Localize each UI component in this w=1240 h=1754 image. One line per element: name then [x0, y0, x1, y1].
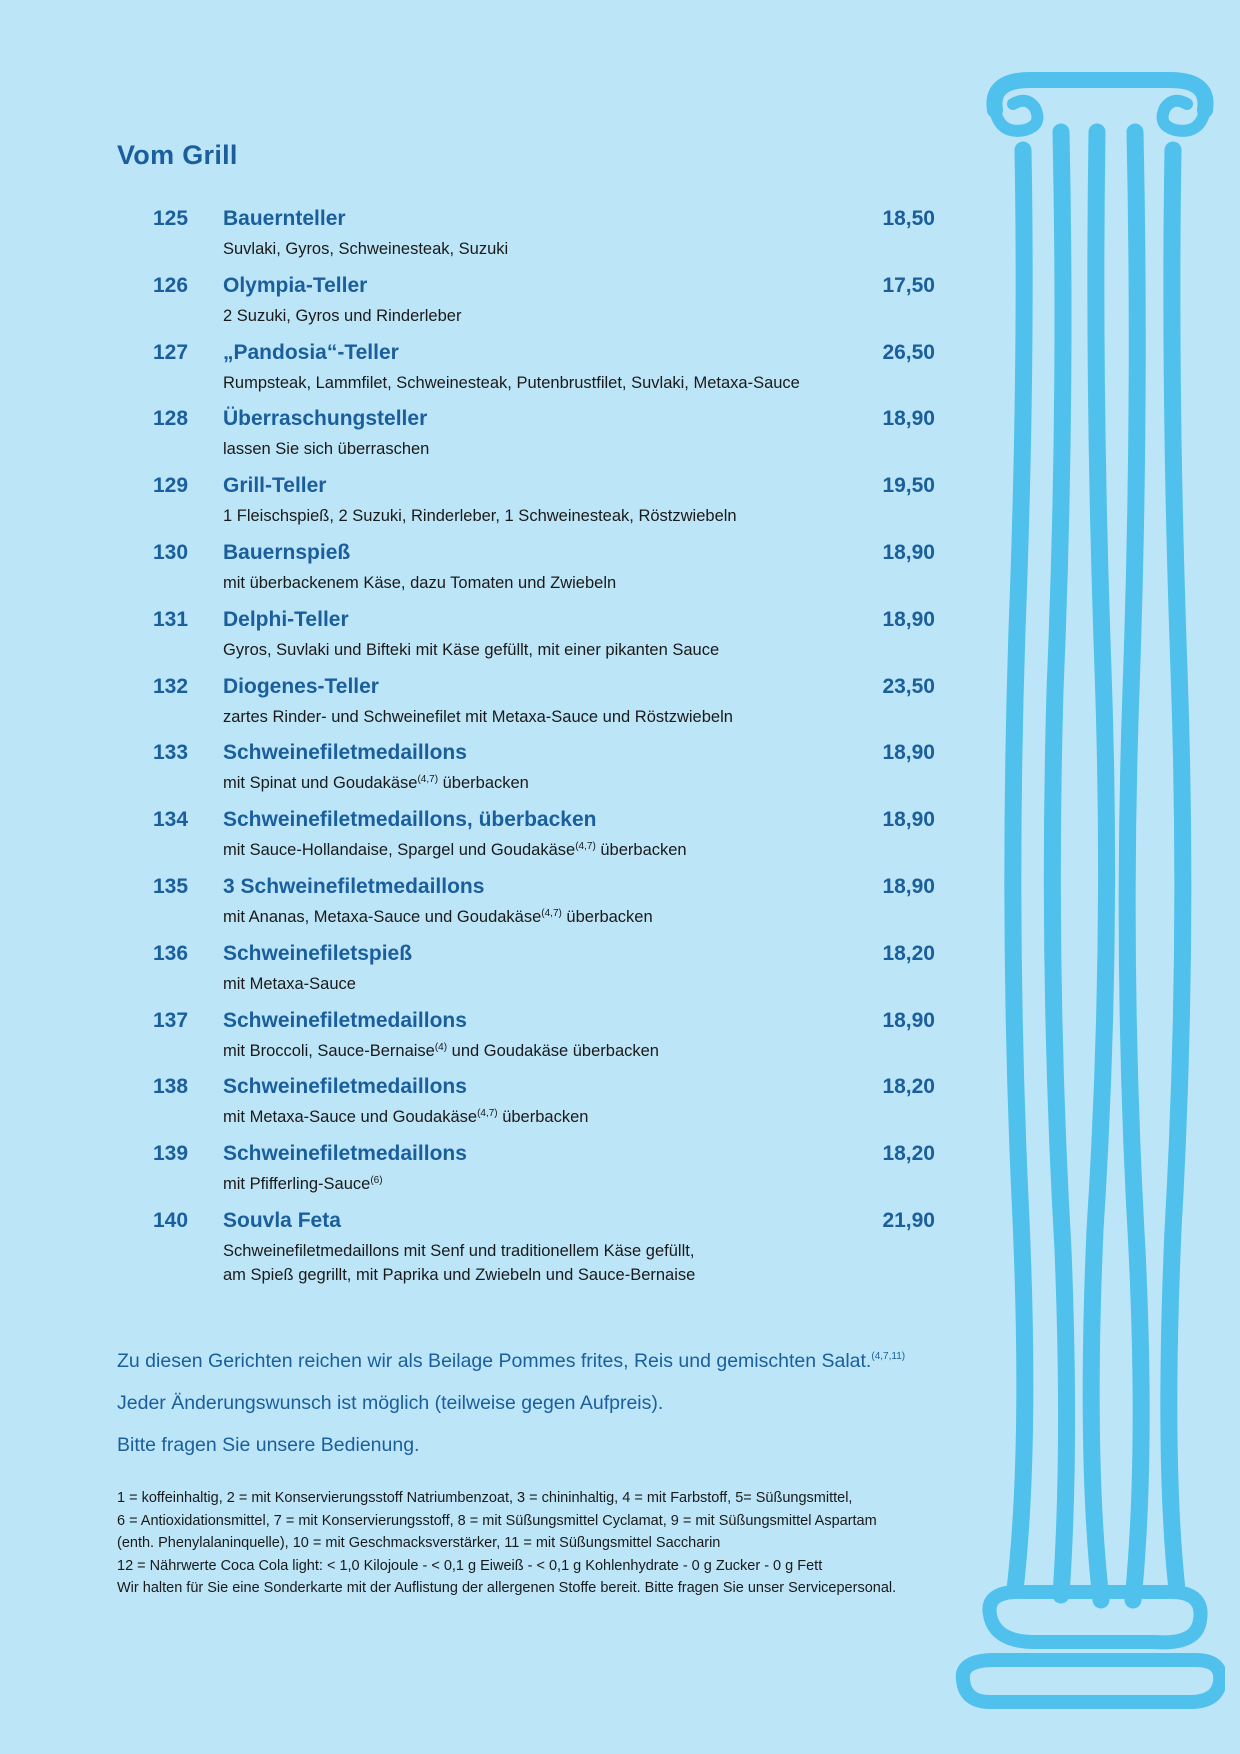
menu-item-name: Schweinefiletmedaillons, überbacken: [223, 808, 597, 832]
description-text: Rumpsteak, Lammfilet, Schweinesteak, Putenbrustfilet, Suvlaki, Metaxa-Sauce: [223, 373, 800, 392]
allergen-superscript: (4,7): [541, 907, 562, 919]
menu-item-description: [223, 1239, 940, 1263]
description-text: am Spieß gegrillt, mit Paprika und Zwiebeln und Sauce-Bernaise: [223, 1265, 696, 1284]
description-text: und Goudakäse überbacken: [447, 1041, 659, 1060]
description-text: mit Metaxa-Sauce: [223, 974, 356, 993]
allergen-superscript: (6): [370, 1175, 383, 1187]
menu-item-number: 126: [153, 273, 189, 297]
allergen-superscript: (4,7): [477, 1108, 498, 1120]
menu-item-name: Überraschungsteller: [223, 407, 428, 431]
menu-item-header: [150, 875, 940, 905]
menu-item-header: [150, 274, 940, 304]
menu-item-number: 133: [153, 741, 189, 765]
menu-item-name: Schweinefiletmedaillons: [223, 1075, 467, 1099]
menu-item-description: [223, 1172, 940, 1196]
menu-item-number: 131: [153, 607, 189, 631]
menu-item-number: 134: [153, 808, 189, 832]
menu-item-name: Diogenes-Teller: [223, 674, 379, 698]
legend-line: 6 = Antioxidationsmittel, 7 = mit Konservierungsstoff, 8 = mit Süßungsmittel Cyclamat, 9 = mit Süßungsmittel Aspartam: [117, 1512, 877, 1529]
menu-item-description: [223, 905, 940, 929]
menu-item-name: Schweinefiletmedaillons: [223, 741, 467, 765]
legend-line: 1 = koffeinhaltig, 2 = mit Konservierungsstoff Natriumbenzoat, 3 = chininhaltig, 4 = mit Farbstoff, 5= Süßungsmittel,: [117, 1490, 853, 1506]
menu-list: [150, 207, 940, 1306]
menu-item-description: [223, 437, 940, 461]
menu-item-header: [150, 942, 940, 972]
menu-item-price: 19,50: [882, 474, 935, 498]
additives-legend: [117, 1487, 1017, 1600]
description-text: mit überbackenem Käse, dazu Tomaten und Zwiebeln: [223, 573, 617, 592]
menu-item: [150, 675, 940, 742]
menu-item-number: 135: [153, 874, 189, 898]
column-shaft-4: [1127, 132, 1141, 1600]
menu-item-price: 17,50: [882, 273, 935, 297]
description-text: mit Metaxa-Sauce und Goudakäse: [223, 1108, 478, 1127]
menu-item-name: Olympia-Teller: [223, 273, 368, 297]
menu-item: [150, 808, 940, 875]
menu-item-header: [150, 207, 940, 237]
column-shaft-1: [1013, 150, 1025, 1590]
menu-item: [150, 541, 940, 608]
menu-item: [150, 1075, 940, 1142]
menu-item: [150, 1142, 940, 1209]
menu-item-header: [150, 474, 940, 504]
side-dish-sup: (4,7,11): [871, 1351, 906, 1362]
menu-item-number: 125: [153, 207, 189, 230]
menu-item-price: 18,20: [882, 941, 935, 965]
menu-item-description: [223, 705, 940, 729]
menu-item-number: 129: [153, 474, 189, 498]
menu-item-header: [150, 741, 940, 771]
menu-item-header: [150, 341, 940, 371]
menu-item-description: [223, 504, 940, 528]
menu-item-number: 127: [153, 340, 189, 364]
ask-staff-note: Bitte fragen Sie unsere Bedienung.: [117, 1434, 420, 1456]
ionic-column-illustration: [955, 70, 1225, 1710]
menu-item-description: [223, 237, 940, 261]
menu-item-number: 136: [153, 941, 189, 965]
description-text: mit Spinat und Goudakäse: [223, 774, 418, 793]
menu-item-header: [150, 1075, 940, 1105]
menu-item-price: 18,90: [882, 540, 935, 564]
menu-item-price: 23,50: [882, 674, 935, 698]
menu-item-header: [150, 675, 940, 705]
menu-item-header: [150, 407, 940, 437]
description-text: 2 Suzuki, Gyros und Rinderleber: [223, 306, 462, 325]
menu-item-number: 139: [153, 1142, 189, 1166]
menu-item: [150, 341, 940, 408]
menu-item-description: [223, 972, 940, 996]
legend-line: Wir halten für Sie eine Sonderkarte mit der Auflistung der allergenen Stoffe bereit. Bitte fragen Sie unser Servicepersonal.: [117, 1580, 897, 1596]
menu-item-description: [223, 1039, 940, 1063]
description-text: 1 Fleischspieß, 2 Suzuki, Rinderleber, 1 Schweinesteak, Röstzwiebeln: [223, 507, 737, 526]
description-text: Schweinefiletmedaillons mit Senf und traditionellem Käse gefüllt,: [223, 1241, 695, 1260]
menu-item-header: [150, 608, 940, 638]
menu-item: [150, 1009, 940, 1076]
menu-item-description: [223, 638, 940, 662]
column-shaft-3: [1091, 132, 1106, 1600]
menu-item-number: 140: [153, 1208, 189, 1232]
description-text: überbacken: [595, 841, 687, 860]
description-text: mit Pfifferling-Sauce: [223, 1175, 371, 1194]
menu-item-header: [150, 1142, 940, 1172]
menu-item: [150, 207, 940, 274]
description-text: überbacken: [438, 774, 529, 793]
menu-item-description: [223, 1263, 940, 1287]
allergen-superscript: (4): [434, 1041, 448, 1053]
menu-item-price: 18,90: [882, 874, 935, 898]
description-text: mit Broccoli, Sauce-Bernaise: [223, 1041, 435, 1060]
side-dish-text: Zu diesen Gerichten reichen wir als Beilage Pommes frites, Reis und gemischten Salat.: [117, 1350, 872, 1372]
menu-item-header: [150, 808, 940, 838]
menu-item-header: [150, 1009, 940, 1039]
column-shaft-2: [1052, 132, 1066, 1595]
menu-item-price: 18,90: [882, 1008, 935, 1032]
menu-item-price: 18,20: [882, 1142, 935, 1166]
menu-item: [150, 942, 940, 1009]
allergen-superscript: (4,7): [575, 841, 596, 853]
description-text: zartes Rinder- und Schweinefilet mit Metaxa-Sauce und Röstzwiebeln: [223, 707, 733, 726]
menu-item-description: [223, 771, 940, 795]
menu-item-name: Delphi-Teller: [223, 607, 349, 631]
legend-line: 12 = Nährwerte Coca Cola light: < 1,0 Kilojoule - < 0,1 g Eiweiß - < 0,1 g Kohlenhydrate - 0 g Zucker - 0 g Fett: [117, 1557, 823, 1574]
allergen-superscript: (4,7): [417, 774, 439, 786]
legend-line: (enth. Phenylalaninquelle), 10 = mit Geschmacksverstärker, 11 = mit Süßungsmittel Saccharin: [117, 1535, 721, 1551]
menu-item-name: 3 Schweinefiletmedaillons: [223, 874, 485, 898]
menu-item-price: 26,50: [882, 340, 935, 364]
menu-item-description: [223, 304, 940, 328]
menu-item: [150, 608, 940, 675]
column-plinth: [963, 1660, 1221, 1702]
notes-block: [117, 1349, 997, 1475]
menu-item-name: Bauernspieß: [223, 540, 351, 564]
description-text: überbacken: [561, 907, 653, 926]
menu-item: [150, 1209, 940, 1306]
menu-item-name: Schweinefiletmedaillons: [223, 1008, 467, 1032]
menu-item: [150, 407, 940, 474]
menu-item-number: 132: [153, 674, 189, 698]
menu-item-number: 138: [153, 1075, 189, 1099]
menu-item-price: 21,90: [882, 1208, 935, 1232]
description-text: mit Ananas, Metaxa-Sauce und Goudakäse: [223, 907, 542, 926]
menu-item-price: 18,90: [882, 741, 935, 765]
menu-item-price: 18,90: [882, 407, 935, 431]
menu-item-name: Souvla Feta: [223, 1208, 341, 1232]
description-text: Gyros, Suvlaki und Bifteki mit Käse gefüllt, mit einer pikanten Sauce: [223, 640, 720, 659]
menu-item-number: 130: [153, 540, 189, 564]
side-dish-note: [117, 1349, 997, 1373]
menu-item-name: Schweinefiletspieß: [223, 941, 413, 965]
menu-item-description: [223, 838, 940, 862]
change-request-note: Jeder Änderungswunsch ist möglich (teilweise gegen Aufpreis).: [117, 1392, 664, 1414]
section-title: Vom Grill: [117, 140, 238, 170]
menu-item-name: „Pandosia“-Teller: [223, 340, 399, 364]
menu-item: [150, 274, 940, 341]
menu-item-price: 18,50: [882, 207, 935, 230]
menu-item-description: [223, 1105, 940, 1129]
menu-item-number: 128: [153, 407, 189, 431]
menu-item-price: 18,20: [882, 1075, 935, 1099]
menu-item-description: [223, 371, 940, 395]
description-text: überbacken: [497, 1108, 589, 1127]
menu-item-name: Bauernteller: [223, 207, 346, 230]
column-shaft-5: [1169, 150, 1183, 1590]
description-text: mit Sauce-Hollandaise, Spargel und Goudakäse: [223, 841, 576, 860]
menu-item-number: 137: [153, 1008, 189, 1032]
menu-item-description: [223, 571, 940, 595]
description-text: Suvlaki, Gyros, Schweinesteak, Suzuki: [223, 240, 509, 258]
description-text: lassen Sie sich überraschen: [223, 440, 430, 459]
menu-item-price: 18,90: [882, 808, 935, 832]
menu-item-name: Grill-Teller: [223, 474, 327, 498]
menu-item: [150, 875, 940, 942]
menu-item-price: 18,90: [882, 607, 935, 631]
menu-item: [150, 474, 940, 541]
menu-item-header: [150, 541, 940, 571]
menu-item-name: Schweinefiletmedaillons: [223, 1142, 467, 1166]
menu-item-header: [150, 1209, 940, 1239]
menu-item: [150, 741, 940, 808]
